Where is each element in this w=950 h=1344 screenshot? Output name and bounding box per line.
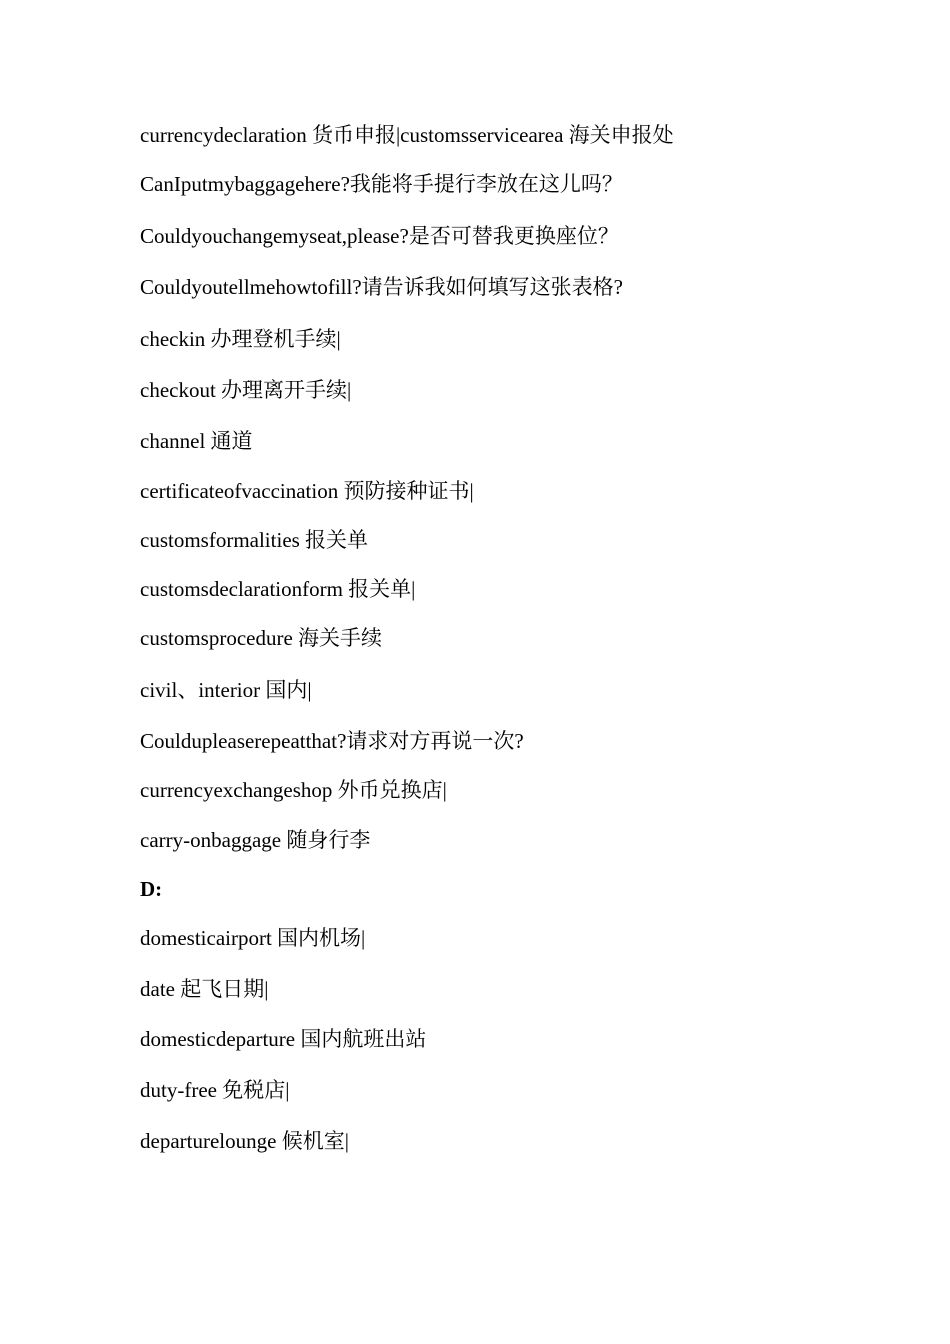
text-line: channel 通道 xyxy=(140,429,253,453)
text-line: customsdeclarationform 报关单| xyxy=(140,577,416,601)
text-line: departurelounge 候机室| xyxy=(140,1129,349,1153)
section-heading: D: xyxy=(140,877,163,901)
text-line: domesticairport 国内机场| xyxy=(140,926,366,950)
text-line: customsformalities 报关单 xyxy=(140,528,369,552)
text-line: Couldyouchangemyseat,please?是否可替我更换座位？ xyxy=(140,224,619,248)
text-line: checkin 办理登机手续| xyxy=(140,327,341,351)
text-line: certificateofvaccination 预防接种证书| xyxy=(140,479,474,503)
text-line: date 起飞日期| xyxy=(140,977,269,1001)
text-line: carry-onbaggage 随身行李 xyxy=(140,828,371,852)
text-line: checkout 办理离开手续| xyxy=(140,378,352,402)
text-line: Couldupleaserepeatthat?请求对方再说一次? xyxy=(140,729,524,753)
text-line: currencyexchangeshop 外币兑换店| xyxy=(140,778,447,802)
text-line: customsprocedure 海关手续 xyxy=(140,626,383,650)
text-line: duty-free 免税店| xyxy=(140,1078,290,1102)
text-line: civil、interior 国内| xyxy=(140,678,312,702)
text-line: CanIputmybaggagehere?我能将手提行李放在这儿吗？ xyxy=(140,172,623,196)
text-line: currencydeclaration 货币申报|customsservicearea 海关申报处 xyxy=(140,123,674,147)
text-line: domesticdeparture 国内航班出站 xyxy=(140,1027,427,1051)
text-line: Couldyoutellmehowtofill?请告诉我如何填写这张表格? xyxy=(140,275,623,299)
